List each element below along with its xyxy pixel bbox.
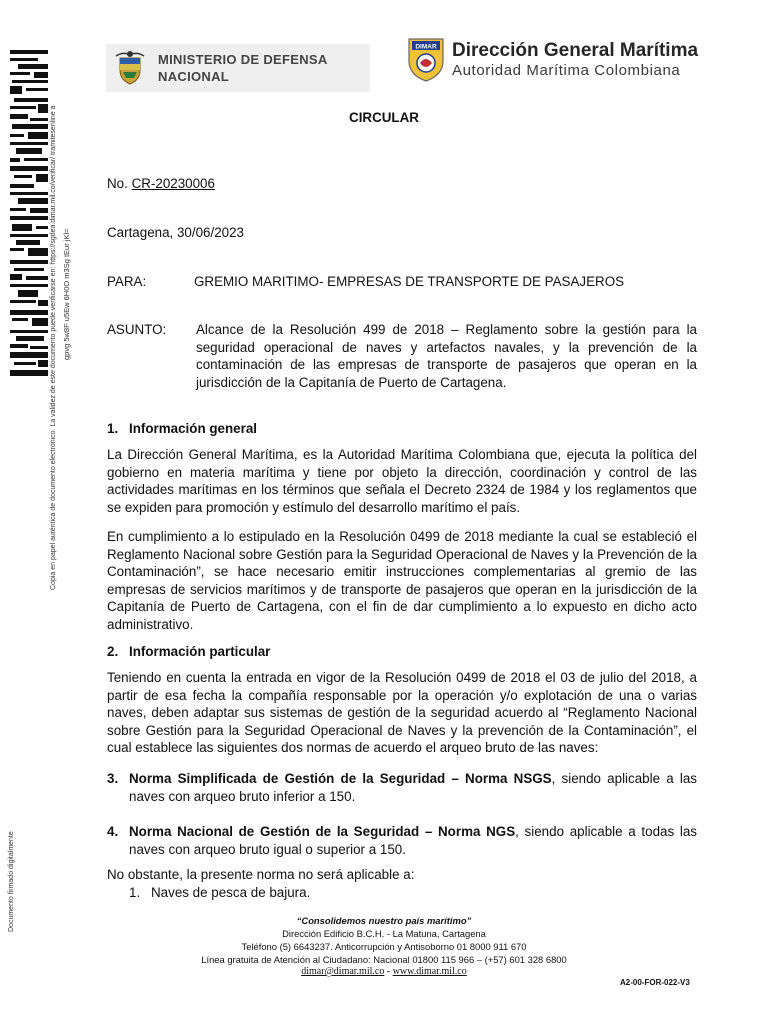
footer-contact [0, 965, 768, 978]
circular-number [107, 175, 215, 193]
item-1-number: 1. [129, 885, 141, 900]
ministry-line-1: MINISTERIO DE DEFENSA [158, 52, 328, 67]
section-1-paragraph-1: La Dirección General Marítima, es la Autoridad Marítima Colombiana que, ejecuta la política del gobierno en materia marítima y tiene por objeto la dirección, coordinación y control de las actividades marítimas en los términos que señala el Decreto 2324 de 1984 y los reglamentos que se expiden para promoción y estímulo del desarrollo marítimo el país. [107, 447, 697, 515]
para-label: PARA: [107, 274, 147, 289]
colombia-coat-of-arms-icon [114, 50, 146, 86]
norma-nsgs-number: 3. [107, 771, 119, 786]
dimar-title: Dirección General Marítima [452, 40, 699, 61]
section-1-number: 1. [107, 421, 119, 436]
para-value: GREMIO MARITIMO- EMPRESAS DE TRANSPORTE DE PASAJEROS [194, 274, 625, 289]
dimar-subtitle: Autoridad Marítima Colombiana [452, 62, 681, 79]
verification-hash: gpvg 5w8F u5Ew 6H0O m3Sg tEur jKl= [62, 228, 71, 360]
section-1-heading [107, 421, 257, 436]
asunto-label: ASUNTO: [107, 322, 167, 337]
section-1-title: Información general [129, 421, 257, 436]
footer-address: Dirección Edificio B.C.H. - La Matuna, Cartagena [282, 928, 486, 939]
norma-ngs-number: 4. [107, 824, 119, 839]
dimar-logo-text: DIMAR [415, 43, 437, 51]
number-label: No. [107, 176, 128, 191]
asunto-value: Alcance de la Resolución 499 de 2018 – Reglamento sobre la gestión para la seguridad operacional de naves y artefactos navales, y la prevención de la contaminación de las empresas de transporte de pasajeros que operan en la jurisdicción de la Capitanía de Puerto de Cartagena. [196, 322, 697, 390]
section-2-number: 2. [107, 644, 119, 659]
footer-separator: - [384, 966, 393, 977]
form-code: A2-00-FOR-022-V3 [620, 978, 690, 987]
footer-email-link[interactable]: dimar@dimar.mil.co [301, 966, 385, 977]
number-value: CR-20230006 [131, 176, 215, 191]
norma-ngs-item [107, 823, 697, 858]
footer-hotline: Línea gratuita de Atención al Ciudadano: Nacional 01800 115 966 – (+57) 601 328 6800 [201, 954, 567, 965]
footer-web-link[interactable]: www.dimar.mil.co [392, 966, 467, 977]
norma-nsgs-title: Norma Simplificada de Gestión de la Seguridad – Norma NSGS [129, 771, 552, 786]
document-title: CIRCULAR [349, 110, 419, 125]
norma-nsgs-item [107, 770, 697, 805]
dimar-shield-icon [406, 35, 446, 83]
not-applicable-intro: No obstante, la presente norma no será aplicable a: [107, 867, 415, 882]
ministry-name [158, 51, 328, 85]
norma-nsgs-desc: , siendo aplicable a las naves con arqueo bruto inferior a 150. [129, 771, 697, 804]
section-1-paragraph-2: En cumplimiento a lo estipulado en la Resolución 0499 de 2018 mediante la cual se estableció el Reglamento Nacional sobre Gestión para la Seguridad Operacional de Naves y la Prevención de la Contaminación”, se hace necesario emitir instrucciones complementarias al gremio de las empresas de servicios marítimos y de transporte de pasajeros que operan en la jurisdicción de la Capitanía de Puerto de Cartagena, con el fin de dar cumplimiento a lo expuesto en dicho acto administrativo. [107, 529, 697, 632]
qr-barcode-strip [8, 48, 50, 380]
place-date: Cartagena, 30/06/2023 [107, 225, 244, 240]
footer-motto: “Consolidemos nuestro país marítimo” [296, 915, 472, 926]
section-2-paragraph-1: Teniendo en cuenta la entrada en vigor de la Resolución 0499 de 2018 el 03 de julio del 2018, a partir de esa fecha la compañía responsable por la operación y/o explotación de una o varias naves, deben adaptar sus sistemas de gestión de la seguridad acuerdo al “Reglamento Nacional sobre Gestión para la Seguridad Operacional de Naves y la prevención de la Contaminación”, el cual establece las siguientes dos normas de acuerdo el arqueo bruto de las naves: [107, 670, 697, 756]
section-2-heading [107, 644, 270, 659]
digital-signature-text: Documento firmado digitalmente [8, 831, 15, 932]
ministry-line-2: NACIONAL [158, 69, 230, 84]
footer-phone: Teléfono (5) 6643237. Anticorrupción y Antisoborno 01 8000 911 670 [241, 941, 527, 952]
item-1-text: Naves de pesca de bajura. [151, 885, 311, 900]
norma-ngs-desc: , siendo aplicable a todas las naves con arqueo bruto igual o superior a 150. [129, 824, 697, 857]
verification-text: Copia en papel auténtica de documento electrónico. La validez de este documento puede verificarse en: https://sgdea.dimar.mil.co/verificar/ tramitesenline a [50, 105, 57, 590]
section-2-title: Información particular [129, 644, 271, 659]
not-applicable-item-1 [129, 884, 310, 902]
norma-ngs-title: Norma Nacional de Gestión de la Seguridad – Norma NGS [129, 824, 516, 839]
ministry-logo-box [106, 44, 370, 92]
